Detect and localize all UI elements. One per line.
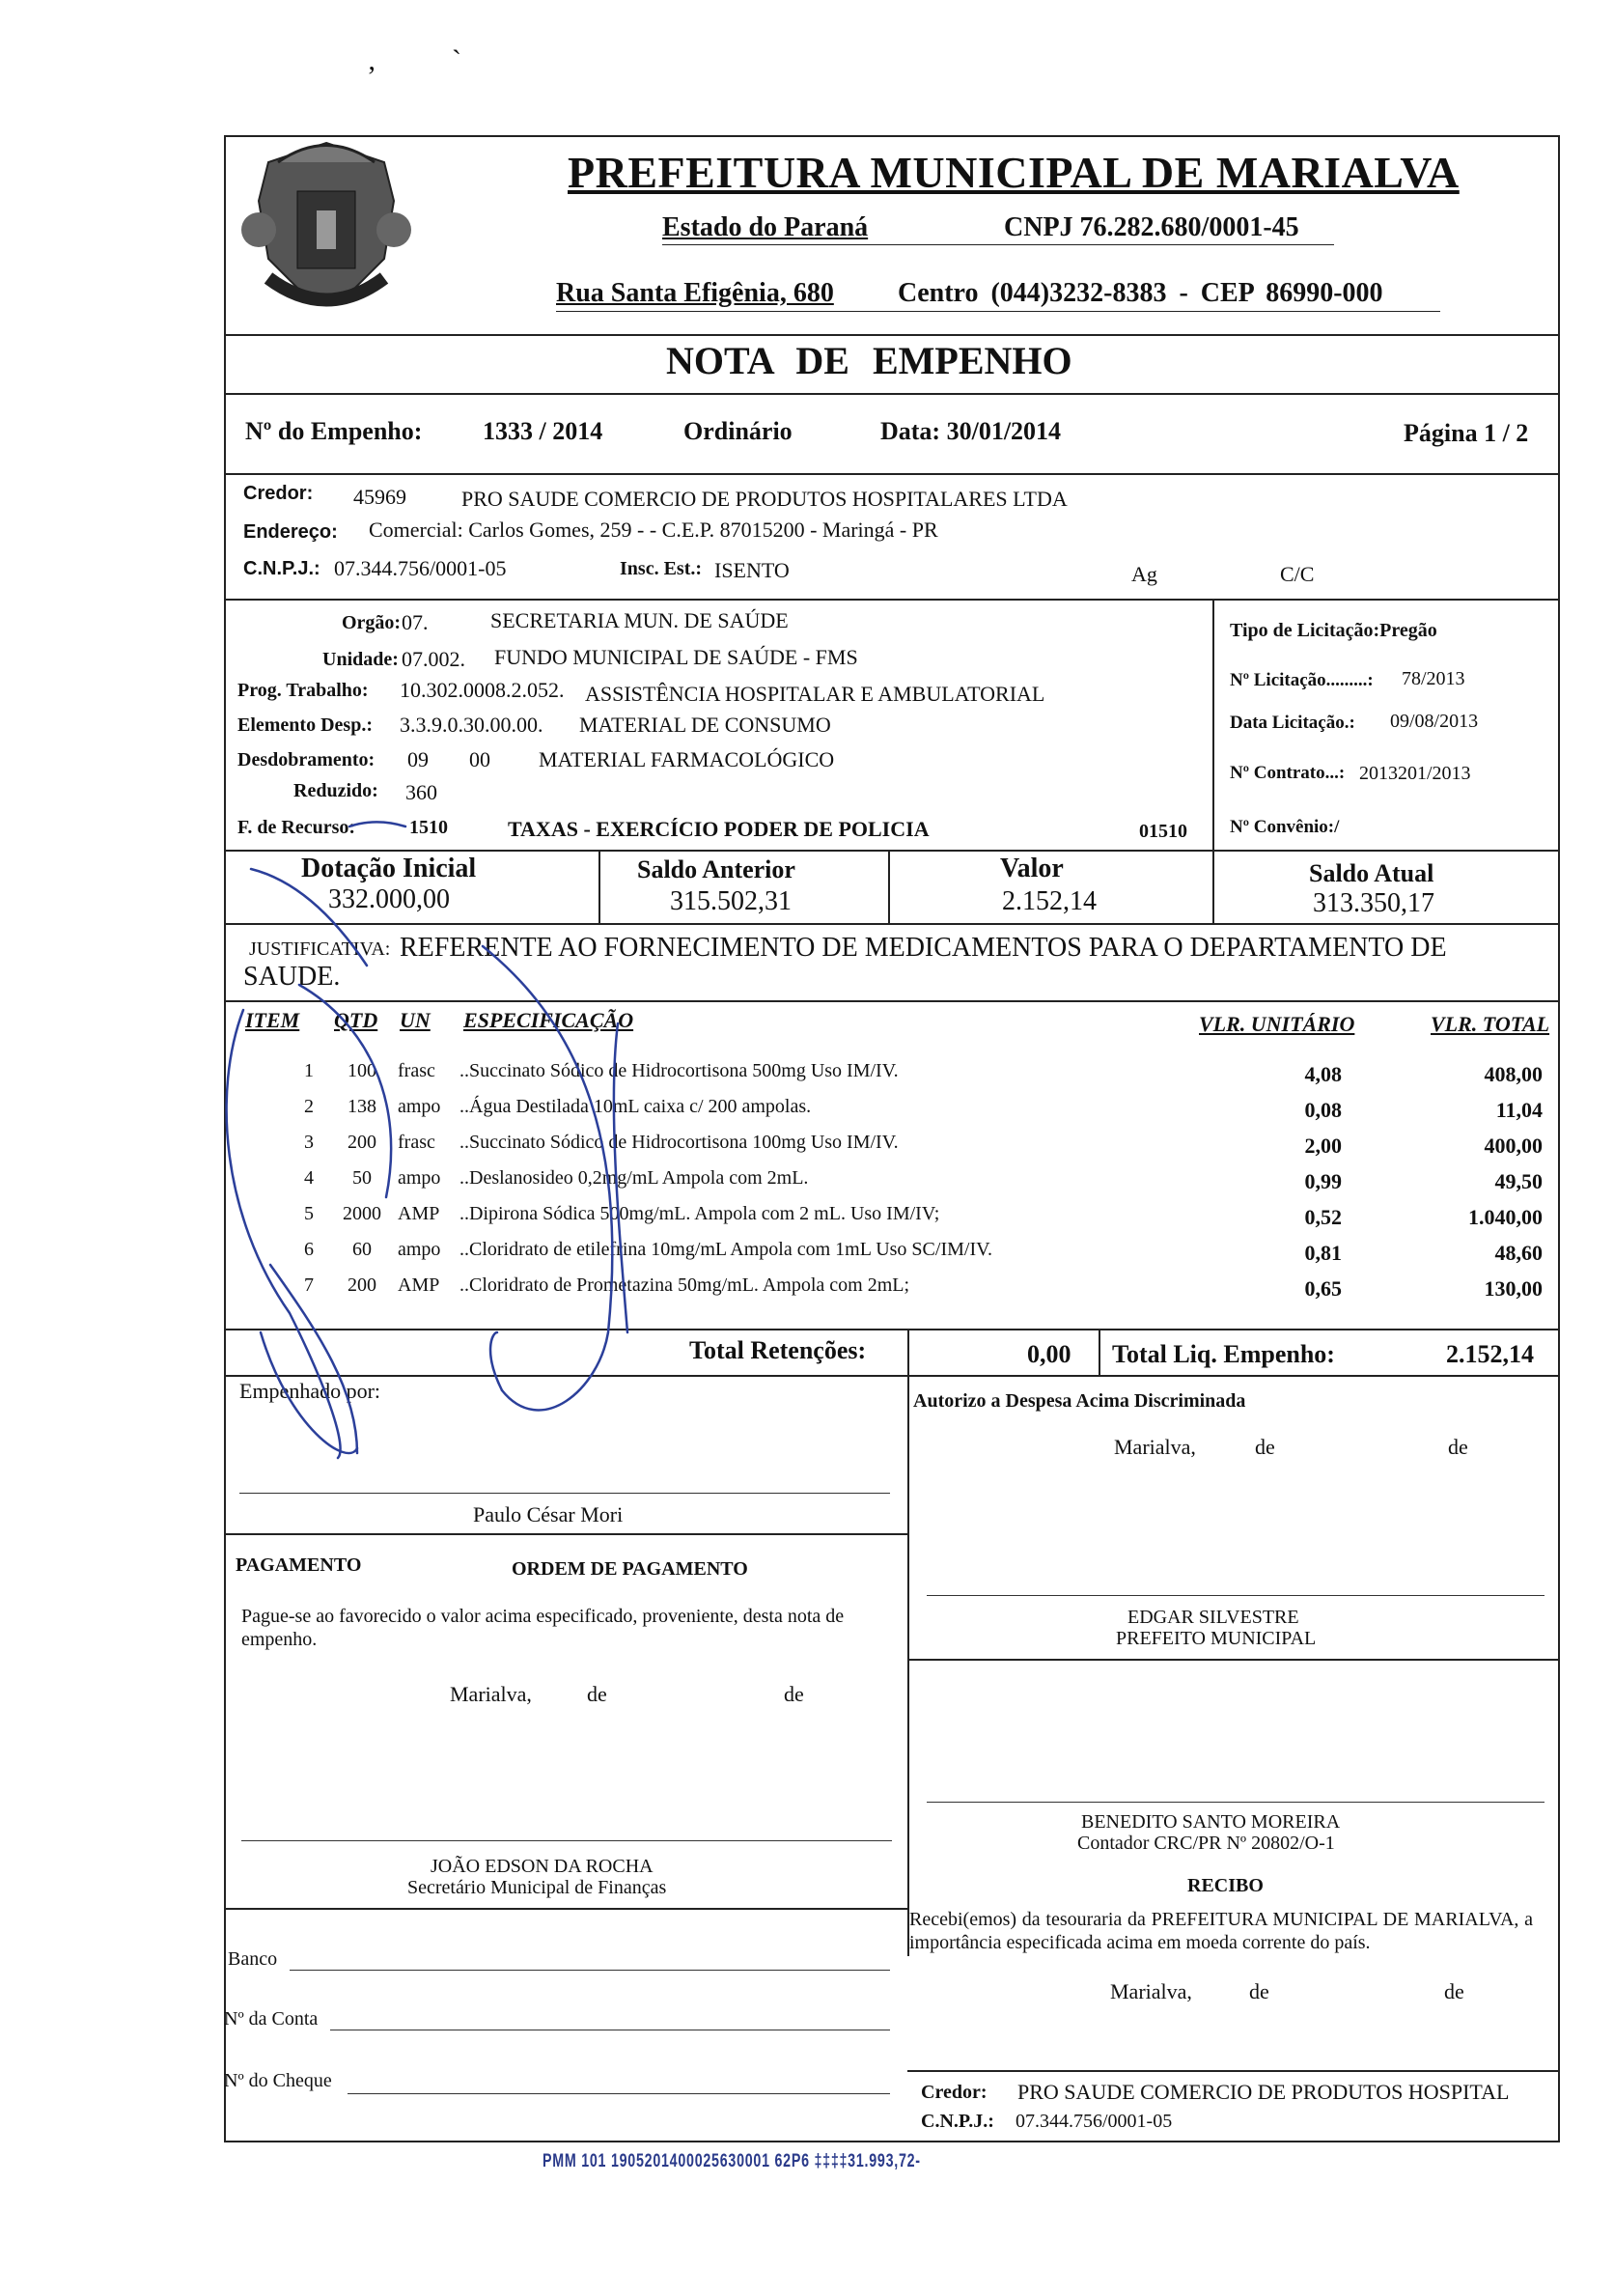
saldo-anterior-label: Saldo Anterior: [637, 855, 795, 883]
recurso-number: 01510: [1139, 821, 1187, 842]
total-retencoes-value: 0,00: [1027, 1340, 1071, 1368]
address-label: Centro (044)3232-8383 - CEP 86990-000: [898, 278, 1383, 308]
insc-value: ISENTO: [714, 558, 790, 582]
recibo-cnpj: 07.344.756/0001-05: [1016, 2111, 1173, 2132]
prog-code: 10.302.0008.2.052.: [400, 678, 565, 702]
item-un: ampo: [398, 1167, 441, 1189]
ordem-pagamento-label: ORDEM DE PAGAMENTO: [512, 1558, 748, 1580]
recibo-place: Marialva,: [1110, 1979, 1192, 2003]
justificativa-label: JUSTIFICATIVA:: [249, 938, 391, 960]
col-valor-unitario: VLR. UNITÁRIO: [1199, 1012, 1355, 1036]
document-title: NOTA DE EMPENHO: [666, 339, 1072, 382]
page-number: Página 1 / 2: [1404, 419, 1529, 447]
justificativa-line-1: REFERENTE AO FORNECIMENTO DE MEDICAMENTOS PARA O DEPARTAMENTO DE: [400, 933, 1447, 963]
desdobramento-name: MATERIAL FARMACOLÓGICO: [539, 747, 835, 771]
empenhado-por-name: Paulo César Mori: [473, 1502, 624, 1526]
empenho-number: 1333 / 2014: [483, 417, 603, 445]
total-liquido-label: Total Liq. Empenho:: [1112, 1340, 1335, 1368]
tipo-licitacao: Tipo de Licitação:Pregão: [1230, 620, 1437, 641]
pagamento-text: Pague-se ao favorecido o valor acima especificado, proveniente, desta nota de empenho.: [241, 1606, 845, 1650]
agencia-label: Ag: [1131, 562, 1157, 586]
item-un: frasc: [398, 1060, 435, 1081]
orgao-name: SECRETARIA MUN. DE SAÚDE: [490, 608, 789, 632]
credor-address: Comercial: Carlos Gomes, 259 - - C.E.P. 87015200 - Maringá - PR: [369, 518, 938, 542]
recibo-text: Recebi(emos) da tesouraria da PREFEITURA MUNICIPAL DE MARIALVA, a importância especificada acima em moeda corrente do país.: [909, 1909, 1533, 1953]
item-desc: ..Succinato Sódico de Hidrocortisona 500mg Uso IM/IV.: [459, 1060, 899, 1081]
recibo-title: RECIBO: [1187, 1875, 1264, 1896]
secretario-name: JOÃO EDSON DA ROCHA: [431, 1856, 654, 1877]
secretario-role: Secretário Municipal de Finanças: [407, 1877, 667, 1898]
item-total: 48,60: [1494, 1241, 1543, 1265]
prog-label: Prog. Trabalho:: [237, 680, 369, 701]
address-field-label: Endereço:: [243, 521, 338, 543]
item-desc: ..Deslanosideo 0,2mg/mL Ampola com 2mL.: [459, 1167, 809, 1189]
item-unit: 0,08: [1304, 1098, 1342, 1122]
prefeito-role: PREFEITO MUNICIPAL: [1116, 1628, 1317, 1649]
elemento-code: 3.3.9.0.30.00.00.: [400, 713, 543, 737]
item-un: ampo: [398, 1239, 441, 1260]
item-un: frasc: [398, 1132, 435, 1153]
autorizo-place: Marialva,: [1114, 1435, 1196, 1459]
contrato-value: 2013201/2013: [1359, 763, 1471, 784]
elemento-label: Elemento Desp.:: [237, 714, 373, 736]
pagamento-de-2: de: [784, 1682, 804, 1706]
item-unit: 0,99: [1304, 1169, 1342, 1193]
valor-label: Valor: [1000, 854, 1064, 883]
conta-corrente-label: C/C: [1280, 562, 1315, 586]
col-qtd: QTD: [334, 1008, 378, 1032]
recibo-cnpj-label: C.N.P.J.:: [921, 2111, 994, 2132]
item-unit: 0,52: [1304, 1205, 1342, 1229]
prog-name: ASSISTÊNCIA HOSPITALAR E AMBULATORIAL: [585, 682, 1045, 706]
total-retencoes-label: Total Retenções:: [689, 1336, 867, 1364]
orgao-code: 07.: [402, 610, 429, 634]
desdobramento-label: Desdobramento:: [237, 749, 376, 770]
item-desc: ..Cloridrato de Prometazina 50mg/mL. Ampola com 2mL;: [459, 1274, 910, 1296]
pagamento-label: PAGAMENTO: [236, 1554, 362, 1576]
item-item: 7: [304, 1274, 314, 1296]
item-unit: 0,81: [1304, 1241, 1342, 1265]
licitacao-number-label: Nº Licitação.........:: [1230, 670, 1374, 690]
state-label: Estado do Paraná: [662, 212, 869, 242]
recibo-de-1: de: [1249, 1979, 1269, 2003]
recibo-credor-label: Credor:: [921, 2082, 988, 2103]
barcode-text: PMM 101 1905201400025630001 62P6 ‡‡‡‡31.993,72-: [543, 2151, 921, 2171]
recurso-code: 1510: [409, 817, 448, 838]
scan-mark: `: [452, 44, 461, 76]
item-desc: ..Succinato Sódico de Hidrocortisona 100mg Uso IM/IV.: [459, 1132, 899, 1153]
banco-label: Banco: [228, 1948, 278, 1970]
scan-mark: ‚: [367, 44, 376, 76]
item-item: 6: [304, 1239, 314, 1260]
reduzido-value: 360: [405, 780, 437, 804]
saldo-atual-label: Saldo Atual: [1309, 859, 1434, 887]
item-qtd: 60: [352, 1239, 372, 1260]
page-title: PREFEITURA MUNICIPAL DE MARIALVA: [568, 148, 1460, 197]
empenho-type: Ordinário: [683, 417, 793, 445]
saldo-atual-value: 313.350,17: [1313, 888, 1434, 918]
valor-value: 2.152,14: [1002, 886, 1097, 916]
street-label: Rua Santa Efigênia, 680: [556, 278, 834, 308]
item-qtd: 100: [348, 1060, 376, 1081]
licitacao-date: 09/08/2013: [1390, 711, 1479, 732]
total-liquido-value: 2.152,14: [1446, 1340, 1534, 1368]
item-unit: 0,65: [1304, 1276, 1342, 1301]
item-desc: ..Dipirona Sódica 500mg/mL. Ampola com 2 mL. Uso IM/IV;: [459, 1203, 940, 1224]
licitacao-number: 78/2013: [1402, 668, 1465, 689]
col-valor-total: VLR. TOTAL: [1431, 1012, 1550, 1036]
desdobramento-code-1: 09: [407, 747, 429, 771]
item-total: 130,00: [1484, 1276, 1543, 1301]
justificativa-line-2: SAUDE.: [243, 962, 341, 992]
item-item: 4: [304, 1167, 314, 1189]
unidade-code: 07.002.: [402, 647, 465, 671]
unidade-label: Unidade:: [322, 649, 399, 670]
unidade-name: FUNDO MUNICIPAL DE SAÚDE - FMS: [494, 645, 858, 669]
empenho-number-label: Nº do Empenho:: [245, 417, 423, 445]
dotacao-label: Dotação Inicial: [301, 854, 477, 883]
item-unit: 2,00: [1304, 1134, 1342, 1158]
pagamento-de-1: de: [587, 1682, 607, 1706]
elemento-name: MATERIAL DE CONSUMO: [579, 713, 831, 737]
convenio-label: Nº Convênio:/: [1230, 817, 1340, 837]
dotacao-value: 332.000,00: [328, 884, 450, 914]
item-desc: ..Água Destilada 10mL caixa c/ 200 ampolas.: [459, 1096, 812, 1117]
credor-cnpj-label: C.N.P.J.:: [243, 558, 320, 579]
recibo-credor-name: PRO SAUDE COMERCIO DE PRODUTOS HOSPITAL: [1017, 2080, 1510, 2104]
insc-label: Insc. Est.:: [620, 558, 703, 579]
pagamento-place: Marialva,: [450, 1682, 532, 1706]
desdobramento-code-2: 00: [469, 747, 490, 771]
credor-label: Credor:: [243, 483, 314, 504]
item-qtd: 200: [348, 1132, 376, 1153]
autorizo-de-1: de: [1255, 1435, 1275, 1459]
item-desc: ..Cloridrato de etilefrina 10mg/mL Ampola com 1mL Uso SC/IM/IV.: [459, 1239, 992, 1260]
item-qtd: 200: [348, 1274, 376, 1296]
item-un: AMP: [398, 1274, 440, 1296]
saldo-anterior-value: 315.502,31: [670, 886, 792, 916]
orgao-label: Orgão:: [342, 612, 402, 633]
autorizo-label: Autorizo a Despesa Acima Discriminada: [913, 1390, 1246, 1412]
recurso-name: TAXAS - EXERCÍCIO PODER DE POLICIA: [508, 817, 930, 841]
item-qtd: 138: [348, 1096, 376, 1117]
reduzido-label: Reduzido:: [293, 780, 378, 801]
item-total: 11,04: [1495, 1098, 1543, 1122]
item-total: 408,00: [1484, 1062, 1543, 1086]
item-un: AMP: [398, 1203, 440, 1224]
item-un: ampo: [398, 1096, 441, 1117]
item-item: 3: [304, 1132, 314, 1153]
licitacao-date-label: Data Licitação.:: [1230, 713, 1355, 733]
credor-name: PRO SAUDE COMERCIO DE PRODUTOS HOSPITALARES LTDA: [461, 487, 1068, 511]
item-unit: 4,08: [1304, 1062, 1342, 1086]
item-item: 5: [304, 1203, 314, 1224]
col-un: UN: [400, 1008, 431, 1032]
credor-cnpj: 07.344.756/0001-05: [334, 556, 507, 580]
recibo-de-2: de: [1444, 1979, 1464, 2003]
item-total: 49,50: [1494, 1169, 1543, 1193]
item-total: 400,00: [1484, 1134, 1543, 1158]
item-qtd: 50: [352, 1167, 372, 1189]
prefeito-name: EDGAR SILVESTRE: [1127, 1607, 1299, 1628]
recurso-label: F. de Recurso:: [237, 817, 356, 838]
numero-cheque-label: Nº do Cheque: [224, 2070, 332, 2091]
contrato-label: Nº Contrato...:: [1230, 763, 1346, 783]
empenho-date: Data: 30/01/2014: [880, 417, 1062, 445]
col-especificacao: ESPECIFICAÇÃO: [463, 1008, 634, 1032]
cnpj-label: CNPJ 76.282.680/0001-45: [1004, 212, 1299, 242]
contador-name: BENEDITO SANTO MOREIRA: [1081, 1811, 1341, 1833]
numero-conta-label: Nº da Conta: [224, 2008, 319, 2030]
autorizo-de-2: de: [1448, 1435, 1468, 1459]
item-total: 1.040,00: [1468, 1205, 1543, 1229]
credor-code: 45969: [353, 485, 406, 509]
col-item: ITEM: [245, 1008, 300, 1032]
item-item: 2: [304, 1096, 314, 1117]
item-qtd: 2000: [343, 1203, 381, 1224]
contador-role: Contador CRC/PR Nº 20802/O-1: [1077, 1833, 1335, 1854]
item-item: 1: [304, 1060, 314, 1081]
empenhado-por-label: Empenhado por:: [239, 1379, 381, 1403]
